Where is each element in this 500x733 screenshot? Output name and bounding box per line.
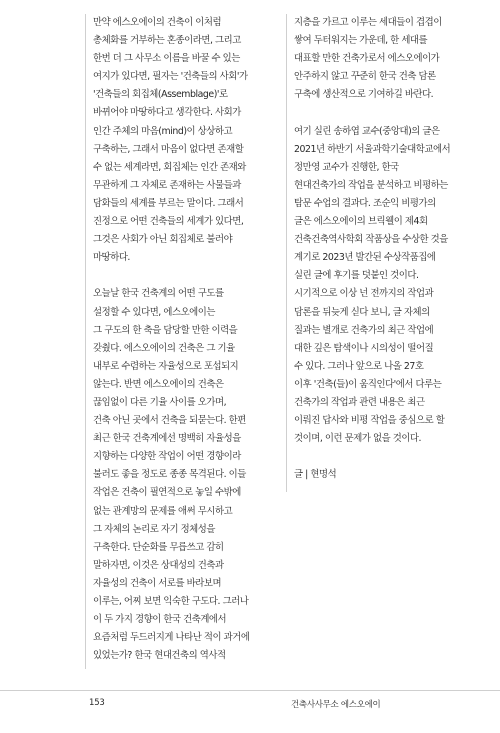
text-line: 이뤄진 답사와 비평 작업을 중심으로 할 <box>294 415 445 427</box>
text-line: 계기로 2023년 발간된 수상작품집에 <box>294 252 436 264</box>
text-line: 오늘날 한국 건축계의 어떤 구도를 <box>93 288 224 300</box>
text-line: 대한 깊은 탐색이나 시의성이 떨어질 <box>294 342 434 354</box>
text-line: 구축한다. 단순화를 무릅쓰고 감히 <box>93 541 224 553</box>
text-line: 설정할 수 있다면, 에스오에이는 <box>93 306 216 318</box>
text-line: 건축 아닌 곳에서 건축을 되묻는다. 한편 <box>93 415 246 427</box>
text-line: 현대건축가의 작업을 분석하고 비평하는 <box>294 179 448 191</box>
text-line: 있었는가? 한국 현대건축의 역사적 <box>93 650 226 662</box>
text-line: 담화들의 세계를 부르는 말이다. 그래서 <box>93 197 244 209</box>
text-line: 정만영 교수가 진행한, 한국 <box>294 161 399 173</box>
text-line: 총체화를 거부하는 혼종이라면, 그리고 <box>93 35 241 47</box>
right-text-column <box>286 14 494 492</box>
text-line: 여기 실린 송하엽 교수(중앙대)의 글은 <box>294 125 440 137</box>
text-line: 최근 한국 건축계에선 명백히 자율성을 <box>93 433 241 445</box>
text-line: 여지가 있다면, 필자는 '건축들의 사회'가 <box>93 71 248 83</box>
text-line: 글 | 현명석 <box>294 469 337 481</box>
text-line: 무관하게 그 자체로 존재하는 사물들과 <box>93 179 241 191</box>
text-line: 없는 관계망의 문제를 애써 무시하고 <box>93 505 233 517</box>
text-line: 담론을 뒤늦게 싣다 보니, 글 자체의 <box>294 306 430 318</box>
text-line: 2021년 하반기 서울과학기술대학교에서 <box>294 143 451 155</box>
text-line: 건축가의 작업과 관련 내용은 최근 <box>294 396 425 408</box>
text-line: 요즘처럼 두드러지게 나타난 적이 과거에 <box>93 632 250 644</box>
text-line: 이후 '건축(들)이 움직인다'에서 다루는 <box>294 378 442 390</box>
text-line: 불러도 좋을 정도로 종종 목격된다. 이들 <box>93 469 246 481</box>
text-line: 바뀌어야 마땅하다고 생각한다. 사회가 <box>93 107 241 119</box>
text-line: 그 자체의 논리로 자기 정체성을 <box>93 523 216 535</box>
text-line: 말하자면, 이것은 상대성의 건축과 <box>93 559 224 571</box>
text-line: 쌓여 두터워지는 가운데, 한 세대를 <box>294 35 428 47</box>
footer-divider <box>0 690 500 691</box>
running-header: 건축사사무소 에스오에이 <box>291 700 381 710</box>
text-line: 글은 에스오에이의 브릭웰이 제4회 <box>294 216 428 228</box>
text-line: 진정으로 어떤 건축들의 세계가 있다면, <box>93 216 244 228</box>
text-line: 한번 더 그 사무소 이름을 바꿀 수 있는 <box>93 53 240 65</box>
text-line: 지층을 가르고 이루는 세대들이 겹겹이 <box>294 17 442 28</box>
text-line: 구축에 생산적으로 기여하길 바란다. <box>294 89 434 101</box>
text-line: 자율성의 건축이 서로를 바라보며 <box>93 577 222 589</box>
left-text-column <box>85 14 291 669</box>
text-line: 이 두 가지 경향이 한국 건축계에서 <box>93 614 227 626</box>
text-line: 탐문 수업의 결과다. 조순익 비평가의 <box>294 197 436 209</box>
text-line: 구축하는, 그래서 마음이 없다면 존재할 <box>93 143 244 155</box>
text-line: 안주하지 않고 꾸준히 한국 건축 담론 <box>294 71 436 83</box>
text-line: 수 없는 세계라면, 회집체는 인간 존재와 <box>93 161 246 173</box>
paragraph-gap <box>294 104 494 122</box>
text-line: 그것은 사회가 아닌 회집체로 불러야 <box>93 234 233 246</box>
text-line: 끊임없이 다른 기율 사이를 오가며, <box>93 396 227 408</box>
text-line: 않는다. 반면 에스오에이의 건축은 <box>93 378 224 390</box>
text-line: 실린 글에 후기를 덧붙인 것이다. <box>294 270 419 282</box>
text-line: 것이며, 이런 문제가 없을 것이다. <box>294 433 422 445</box>
text-line: 마땅하다. <box>93 252 130 264</box>
text-line: '건축들의 회집체(Assemblage)'로 <box>93 89 228 101</box>
text-line: 인간 주체의 마음(mind)이 상상하고 <box>93 125 233 137</box>
text-line: 시기적으로 이상 넌 전까지의 작업과 <box>294 288 434 300</box>
text-line: 작업은 건축이 필연적으로 놓일 수밖에 <box>93 487 241 499</box>
text-line: 그 구도의 한 축을 담당할 만한 이력을 <box>93 324 238 336</box>
text-line: 지향하는 다양한 작업이 어떤 경향이라 <box>93 451 241 463</box>
text-line: 대표할 만한 건축가로서 에스오에이가 <box>294 53 440 65</box>
text-line: 이루는, 어찌 보면 익숙한 구도다. 그러나 <box>93 596 249 607</box>
text-line: 질과는 별개로 건축가의 최근 작업에 <box>294 324 434 336</box>
paragraph-gap <box>294 448 494 466</box>
text-line: 만약 에스오에이의 건축이 이처럼 <box>93 17 222 28</box>
text-line: 수 있다. 그러나 앞으로 나올 27호 <box>294 360 424 372</box>
text-line: 갖췄다. 에스오에이의 건축은 그 기율 <box>93 342 235 354</box>
page-number: 153 <box>89 698 105 708</box>
text-line: 건축건축역사학회 작품상을 수상한 것을 <box>294 234 448 246</box>
paragraph-gap <box>93 267 291 285</box>
text-line: 내부로 수렴하는 자율성으로 포섭되지 <box>93 360 239 372</box>
